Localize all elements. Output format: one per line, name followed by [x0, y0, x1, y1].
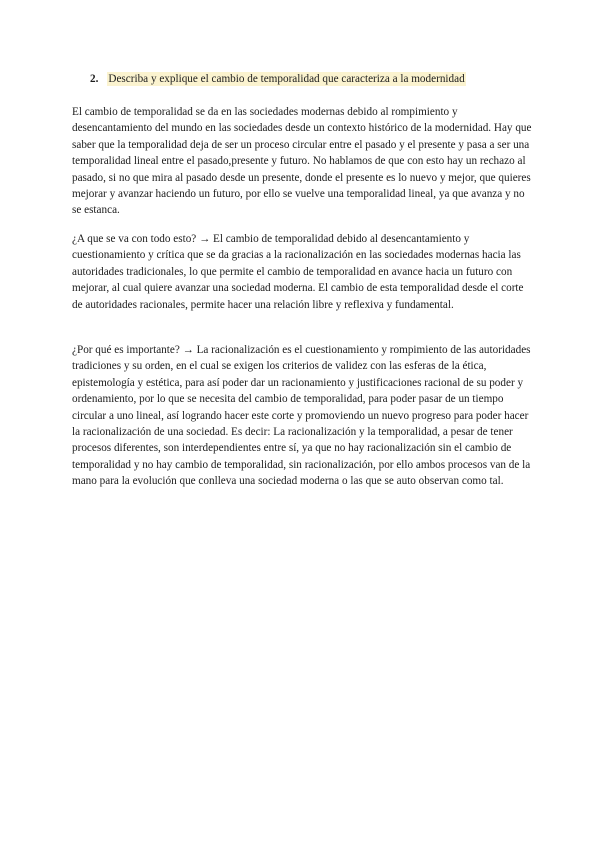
question-number: 2. [90, 73, 99, 85]
paragraph-3: ¿Por qué es importante? → La racionalización es el cuestionamiento y rompimiento de las autoridades tradiciones y su orden, en el cual se exigen los criterios de validez con las esferas de la ética, epistemología y estética, para así poder dar un racionamiento y justificaciones racional de su poder y ordenamiento, por lo que se necesita del cambio de temporalidad, para poder pasar de un tiempo circular a uno lineal, así logrando hacer este corte y promoviendo un nuevo progreso para poder hacer la racionalización de una sociedad. Es decir: La racionalización y la temporalidad, a pesar de tener procesos diferentes, son interdependientes entre sí, ya que no hay racionalización sin el cambio de temporalidad y no hay cambio de temporalidad, sin racionalización, por ello ambos procesos van de la mano para la evolución que conlleva una sociedad moderna o las que se auto observan como tal. [72, 344, 531, 488]
paragraph-1: El cambio de temporalidad se da en las sociedades modernas debido al rompimiento y desencantamiento del mundo en las sociedades desde un contexto histórico de la modernidad. Hay que saber que la temporalidad deja de ser un proceso circular entre el pasado y el presente y pasa a ser una temporalidad lineal entre el pasado,presente y futuro. No hablamos de que con esto hay un rechazo al pasado, si no que mira al pasado desde un presente, donde el presente es lo nuevo y mejor, que quieres mejorar y avanzar haciendo un futuro, por ello se vuelve una temporalidad lineal, ya que avanza y no se estanca. [72, 106, 532, 217]
question-text: Describa y explique el cambio de temporalidad que caracteriza a la modernidad [108, 73, 465, 85]
paragraph-2: ¿A que se va con todo esto? → El cambio de temporalidad debido al desencantamiento y cuestionamiento y crítica que se da gracias a la racionalización en las sociedades modernas hacia las autoridades tradicionales, lo que permite el cambio de temporalidad en avance hacia un futuro con mejorar, al cual quiere avanzar una sociedad moderna. El cambio de esta temporalidad desde el corte de autoridades racionales, permite hacer una relación libre y reflexiva y fundamental. [72, 233, 524, 311]
question-heading [90, 71, 550, 87]
